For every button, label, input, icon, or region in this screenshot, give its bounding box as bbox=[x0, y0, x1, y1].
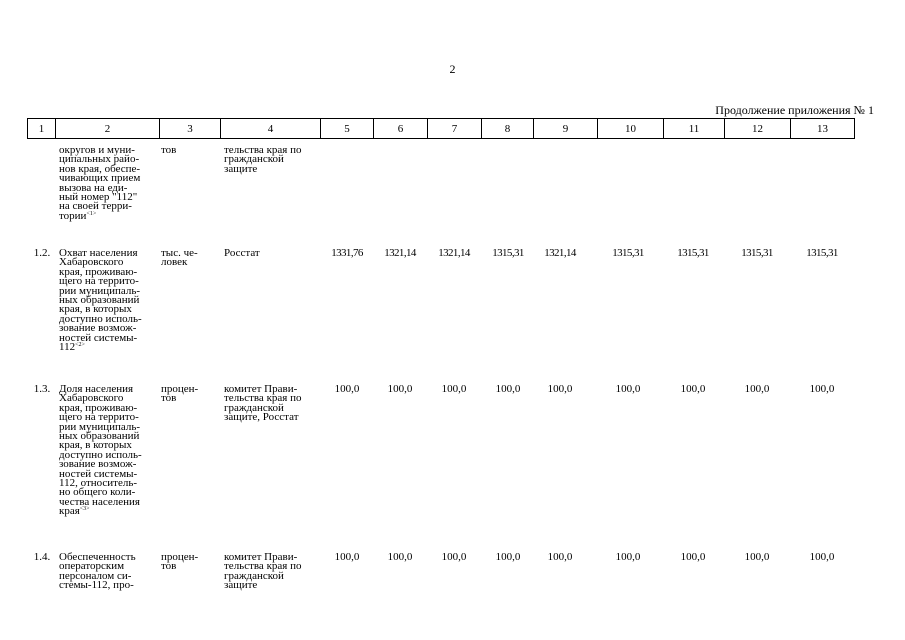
value-cell: 1315,31 bbox=[612, 247, 644, 259]
row-number: 1.3. bbox=[33, 383, 51, 395]
value-cell: 100,0 bbox=[809, 551, 835, 563]
value-cell: 100,0 bbox=[387, 551, 413, 563]
value-cell: 100,0 bbox=[615, 551, 641, 563]
header-cell: 11 bbox=[664, 119, 725, 139]
row-number: 1.2. bbox=[33, 247, 51, 259]
indicator-text-body: Доля населения Хабаровского края, проживаю- щего на террито- рии муниципаль- ных образований края, в которых доступно исполь- зование возмож- ностей системы- 112, относитель- но общего коли- чества населения края bbox=[59, 383, 142, 518]
unit-cell: процен- тов bbox=[161, 383, 199, 405]
continuation-label: Продолжение приложения № 1 bbox=[715, 103, 874, 117]
header-cell: 9 bbox=[534, 119, 598, 139]
footnote-ref: <1> bbox=[86, 210, 97, 217]
source-cell: тельства края по гражданской защите bbox=[224, 144, 302, 175]
unit-cell: процен- тов bbox=[161, 551, 199, 573]
header-cell: 2 bbox=[56, 119, 160, 139]
value-cell: 100,0 bbox=[744, 383, 770, 395]
indicator-text: Обеспеченность операторским персоналом си- стемы-112, про- bbox=[59, 551, 136, 592]
header-cell: 5 bbox=[321, 119, 374, 139]
value-cell: 100,0 bbox=[547, 551, 573, 563]
value-cell: 1321,14 bbox=[384, 247, 416, 259]
header-cell: 7 bbox=[428, 119, 482, 139]
page-number: 2 bbox=[449, 62, 456, 76]
header-cell: 8 bbox=[482, 119, 534, 139]
value-cell: 100,0 bbox=[615, 383, 641, 395]
value-cell: 100,0 bbox=[334, 383, 360, 395]
header-cell: 1 bbox=[28, 119, 56, 139]
table-header bbox=[27, 118, 855, 139]
footnote-ref: <2> bbox=[75, 342, 85, 349]
footnote-ref: <3> bbox=[79, 506, 90, 513]
value-cell: 100,0 bbox=[495, 383, 521, 395]
value-cell: 100,0 bbox=[744, 551, 770, 563]
header-cell: 12 bbox=[725, 119, 791, 139]
value-cell: 100,0 bbox=[334, 551, 360, 563]
value-cell: 100,0 bbox=[441, 551, 467, 563]
header-cell: 3 bbox=[160, 119, 221, 139]
indicator-text-body: Охват населения Хабаровского края, проживаю- щего на террито- рии муниципаль- ных образований края, в которых доступно исполь- зование возмож- ностей системы- 112 bbox=[59, 247, 142, 354]
value-cell: 1315,31 bbox=[741, 247, 773, 259]
value-cell: 1321,14 bbox=[438, 247, 470, 259]
value-cell: 1315,31 bbox=[492, 247, 524, 259]
row-number: 1.4. bbox=[33, 551, 51, 563]
header-cell: 4 bbox=[221, 119, 321, 139]
header-row bbox=[28, 119, 855, 139]
unit-cell: тов bbox=[161, 144, 177, 156]
value-cell: 100,0 bbox=[547, 383, 573, 395]
value-cell: 100,0 bbox=[387, 383, 413, 395]
source-cell: комитет Прави- тельства края по гражданской защите, Росстат bbox=[224, 383, 302, 424]
header-cell: 6 bbox=[374, 119, 428, 139]
source-cell: Росстат bbox=[224, 247, 260, 259]
unit-cell: тыс. че- ловек bbox=[161, 247, 198, 269]
value-cell: 1331,76 bbox=[331, 247, 363, 259]
value-cell: 1315,31 bbox=[677, 247, 709, 259]
value-cell: 100,0 bbox=[809, 383, 835, 395]
source-cell: комитет Прави- тельства края по гражданской защите bbox=[224, 551, 302, 592]
value-cell: 1321,14 bbox=[544, 247, 576, 259]
value-cell: 100,0 bbox=[680, 383, 706, 395]
indicator-text bbox=[59, 249, 159, 352]
value-cell: 1315,31 bbox=[806, 247, 838, 259]
indicator-text bbox=[59, 146, 159, 221]
value-cell: 100,0 bbox=[441, 383, 467, 395]
value-cell: 100,0 bbox=[680, 551, 706, 563]
header-cell: 13 bbox=[791, 119, 855, 139]
indicator-text-body: округов и муни- ципальных райо- нов края, обеспе- чивающих прием вызова на еди- ный номер "112" на своей терри- тории bbox=[59, 144, 141, 222]
header-cell: 10 bbox=[598, 119, 664, 139]
value-cell: 100,0 bbox=[495, 551, 521, 563]
indicator-text bbox=[59, 385, 159, 517]
